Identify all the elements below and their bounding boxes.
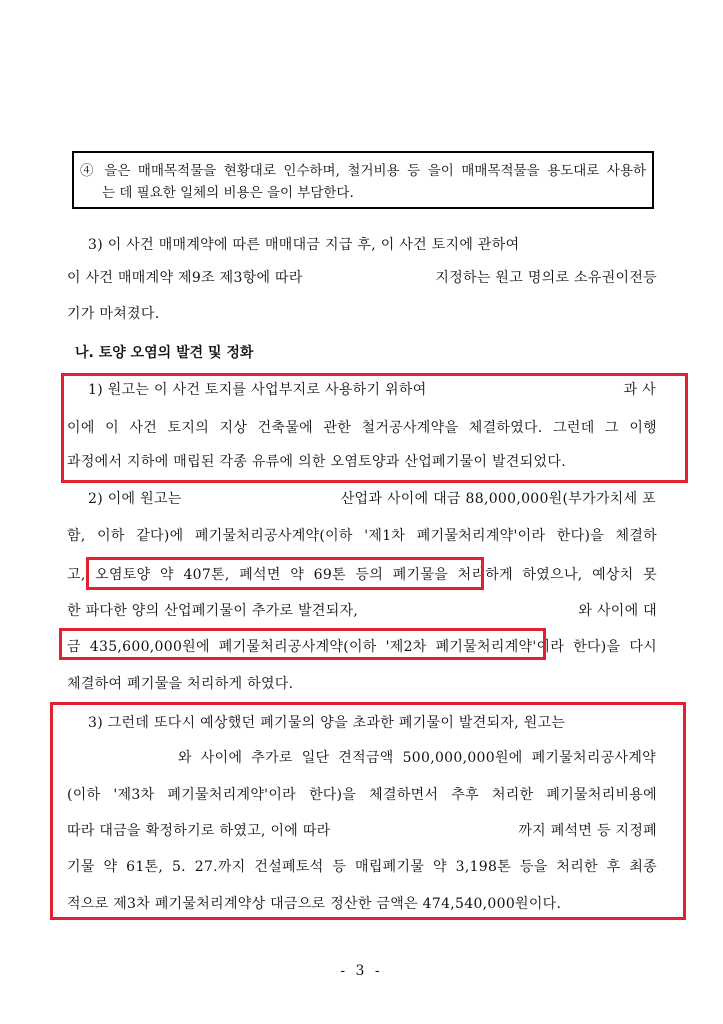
clause-line-1: ④ 을은 매매목적물을 현황대로 인수하며, 철거비용 등 을이 매매목적물을 용도대로 사용하: [80, 163, 646, 179]
para3-line-1: 3) 이 사건 매매계약에 따른 매매대금 지급 후, 이 사건 토지에 관하여: [88, 237, 520, 253]
sec3-line-6: 적으로 제3차 폐기물처리계약상 대금으로 정산한 금액은 474,540,000원이다.: [67, 896, 562, 912]
sec2-line-6: 체결하여 폐기물을 처리하게 하였다.: [67, 676, 294, 692]
sec1-line-2: 이에 이 사건 토지의 지상 건축물에 관한 철거공사계약을 체결하였다. 그런데 그 이행: [67, 420, 657, 436]
page-number: - 3 -: [340, 963, 383, 979]
clause-box: [72, 151, 654, 209]
highlight-box-section3: [50, 702, 686, 920]
sec1-line-3: 과정에서 지하에 매립된 각종 유류에 의한 오염토양과 산업폐기물이 발견되었다.: [67, 454, 566, 470]
sec1-line-1b: 과 사: [623, 382, 656, 398]
sec2-line-5: 금 435,600,000원에 폐기물처리공사계약(이하 '제2차 폐기물처리계약'이라 한다)을 다시: [67, 639, 657, 655]
sec2-line-4b: 와 사이에 대: [578, 603, 657, 619]
sec3-line-4a: 따라 대금을 확정하기로 하였고, 이에 따라: [67, 823, 331, 839]
highlight-box-section1: [61, 373, 688, 483]
sec2-line-1b: 산업과 사이에 대금 88,000,000원(부가가치세 포: [340, 491, 656, 507]
sec2-line-1: [88, 489, 656, 509]
sec2-line-3: 고, 오염토양 약 407톤, 폐석면 약 69톤 등의 폐기물을 처리하게 하였으나, 예상치 못: [67, 567, 657, 583]
para3-line-2b: 지정하는 원고 명의로 소유권이전등: [435, 270, 657, 286]
sec2-line-1a: 2) 이에 원고는: [88, 491, 182, 507]
sec3-line-4b: 까지 폐석면 등 지정폐: [518, 823, 657, 839]
sec2-line-2: 함, 이하 같다)에 폐기물처리공사계약(이하 '제1차 폐기물처리계약'이라 한다)을 체결하: [67, 528, 657, 544]
highlight-box-disposal-quantity: [86, 557, 484, 590]
highlight-box-second-contract: [59, 628, 546, 660]
sec3-line-5: 기물 약 61톤, 5. 27.까지 건설폐토석 등 매립폐기물 약 3,198톤 등을 처리한 후 최종: [67, 859, 657, 875]
para3-line-2a: 이 사건 매매계약 제9조 제3항에 따라: [67, 270, 303, 286]
para3-line-3: 기가 마쳐졌다.: [67, 306, 160, 322]
sec2-line-4a: 한 파다한 양의 산업폐기물이 추가로 발견되자,: [67, 603, 359, 619]
section-heading: 나. 토양 오염의 발견 및 정화: [75, 345, 254, 361]
para3-line-2: [67, 268, 657, 288]
sec2-line-4: [67, 601, 657, 621]
sec3-line-2: 와 사이에 추가로 일단 견적금액 500,000,000원에 폐기물처리공사계약: [178, 750, 656, 766]
clause-line-2: 는 데 필요한 일체의 비용은 을이 부담한다.: [102, 185, 354, 201]
sec3-line-3: (이하 '제3차 폐기물처리계약'이라 한다)을 체결하면서 추후 처리한 폐기물처리비용에: [67, 787, 657, 803]
sec3-line-1: 3) 그런데 또다시 예상했던 폐기물의 양을 초과한 폐기물이 발견되자, 원고는: [88, 715, 566, 731]
sec1-line-1a: 1) 원고는 이 사건 토지를 사업부지로 사용하기 위하여: [88, 382, 427, 398]
